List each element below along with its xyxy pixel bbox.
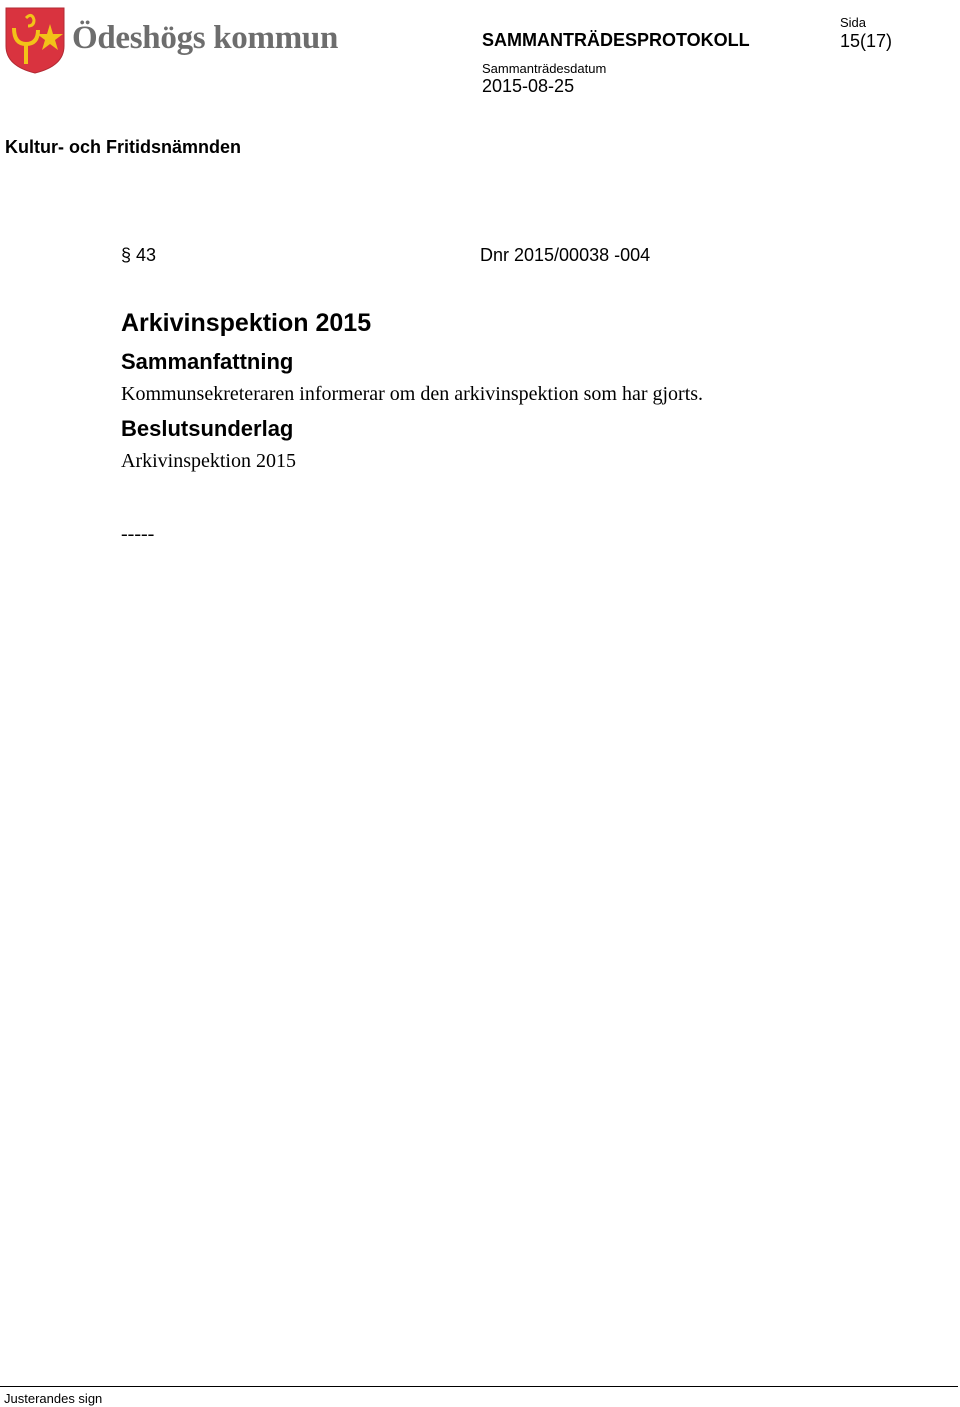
section-heading-decision-basis: Beslutsunderlag	[121, 416, 294, 441]
section-separator: -----	[121, 523, 155, 545]
coat-of-arms-icon	[4, 6, 66, 74]
item-title: Arkivinspektion 2015	[121, 309, 372, 337]
section-heading-summary: Sammanfattning	[121, 349, 294, 374]
section-text-summary: Kommunsekreteraren informerar om den arkivinspektion som har gjorts.	[121, 383, 704, 405]
logo-wordmark: Ödeshögs kommun	[72, 20, 338, 56]
page-label: Sida	[840, 15, 867, 30]
case-number: Dnr 2015/00038 -004	[480, 245, 651, 265]
document-type: SAMMANTRÄDESPROTOKOLL	[482, 30, 750, 50]
committee-name: Kultur- och Fritidsnämnden	[5, 137, 241, 157]
paragraph-number: § 43	[121, 245, 157, 265]
meeting-date: 2015-08-25	[482, 76, 575, 96]
page-number: 15(17)	[840, 31, 893, 51]
section-text-decision-basis: Arkivinspektion 2015	[121, 450, 296, 472]
meeting-date-label: Sammanträdesdatum	[482, 61, 607, 76]
signature-label: Justerandes sign	[4, 1391, 103, 1406]
footer-divider	[0, 1386, 958, 1387]
